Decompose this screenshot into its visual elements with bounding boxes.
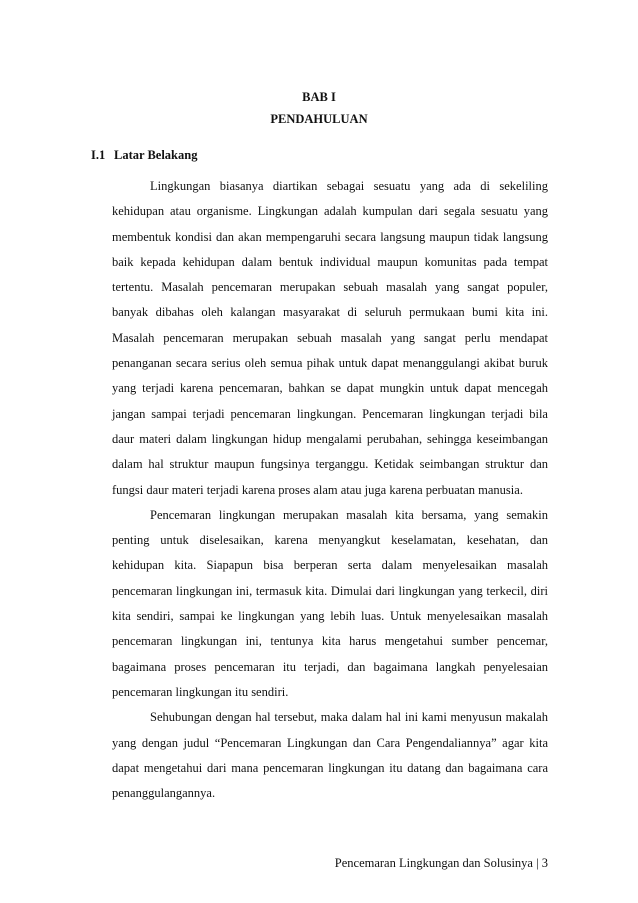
paragraph: Pencemaran lingkungan merupakan masalah kita bersama, yang semakin penting untuk diselesaikan, karena menyangkut keselamatan, kesehatan, dan kehidupan kita. Siapapun bisa berperan serta dalam menyelesaikan masalah pencemaran lingkungan ini, termasuk kita. Dimulai dari lingkungan yang terkecil, diri kita sendiri, sampai ke lingkungan yang lebih luas. Untuk menyelesaikan masalah pencemaran lingkungan ini, tentunya kita harus mengetahui sumber pencemar, bagaimana proses pencemaran itu terjadi, dan bagaimana langkah penyelesaian pencemaran lingkungan itu sendiri. [112, 507, 548, 699]
chapter-number: BAB I [302, 90, 336, 104]
section-title: Latar Belakang [114, 148, 198, 162]
section-heading [91, 148, 197, 163]
section-number: I.1 [91, 148, 106, 162]
chapter-title: PENDAHULUAN [270, 112, 368, 126]
paragraph: Lingkungan biasanya diartikan sebagai sesuatu yang ada di sekeliling kehidupan atau organisme. Lingkungan adalah kumpulan dari segala sesuatu yang membentuk kondisi dan akan mempengaruhi secara langsung maupun tidak langsung baik kepada kehidupan dalam bentuk individual maupun komunitas pada tempat tertentu. Masalah pencemaran merupakan sebuah masalah yang sangat populer, banyak dibahas oleh kalangan masyarakat di seluruh permukaan bumi kita ini. Masalah pencemaran merupakan sebuah masalah yang sangat perlu mendapat penanganan secara serius oleh semua pihak untuk dapat menanggulangi akibat buruk yang terjadi karena pencemaran, bahkan se dapat mungkin untuk dapat mencegah jangan sampai terjadi pencemaran lingkungan. Pencemaran lingkungan terjadi bila daur materi dalam lingkungan hidup mengalami perubahan, sehingga keseimbangan dalam hal struktur maupun fungsinya terganggu. Ketidak seimbangan struktur dan fungsi daur materi terjadi karena proses alam atau juga karena perbuatan manusia. [112, 179, 548, 497]
paragraph: Sehubungan dengan hal tersebut, maka dalam hal ini kami menyusun makalah yang dengan judul “Pencemaran Lingkungan dan Cara Pengendaliannya” agar kita dapat mengetahui dari mana pencemaran lingkungan itu datang dan bagaimana cara penanggulangannya. [112, 710, 548, 801]
body-text [112, 174, 548, 806]
page-footer: Pencemaran Lingkungan dan Solusinya | 3 [334, 856, 548, 870]
